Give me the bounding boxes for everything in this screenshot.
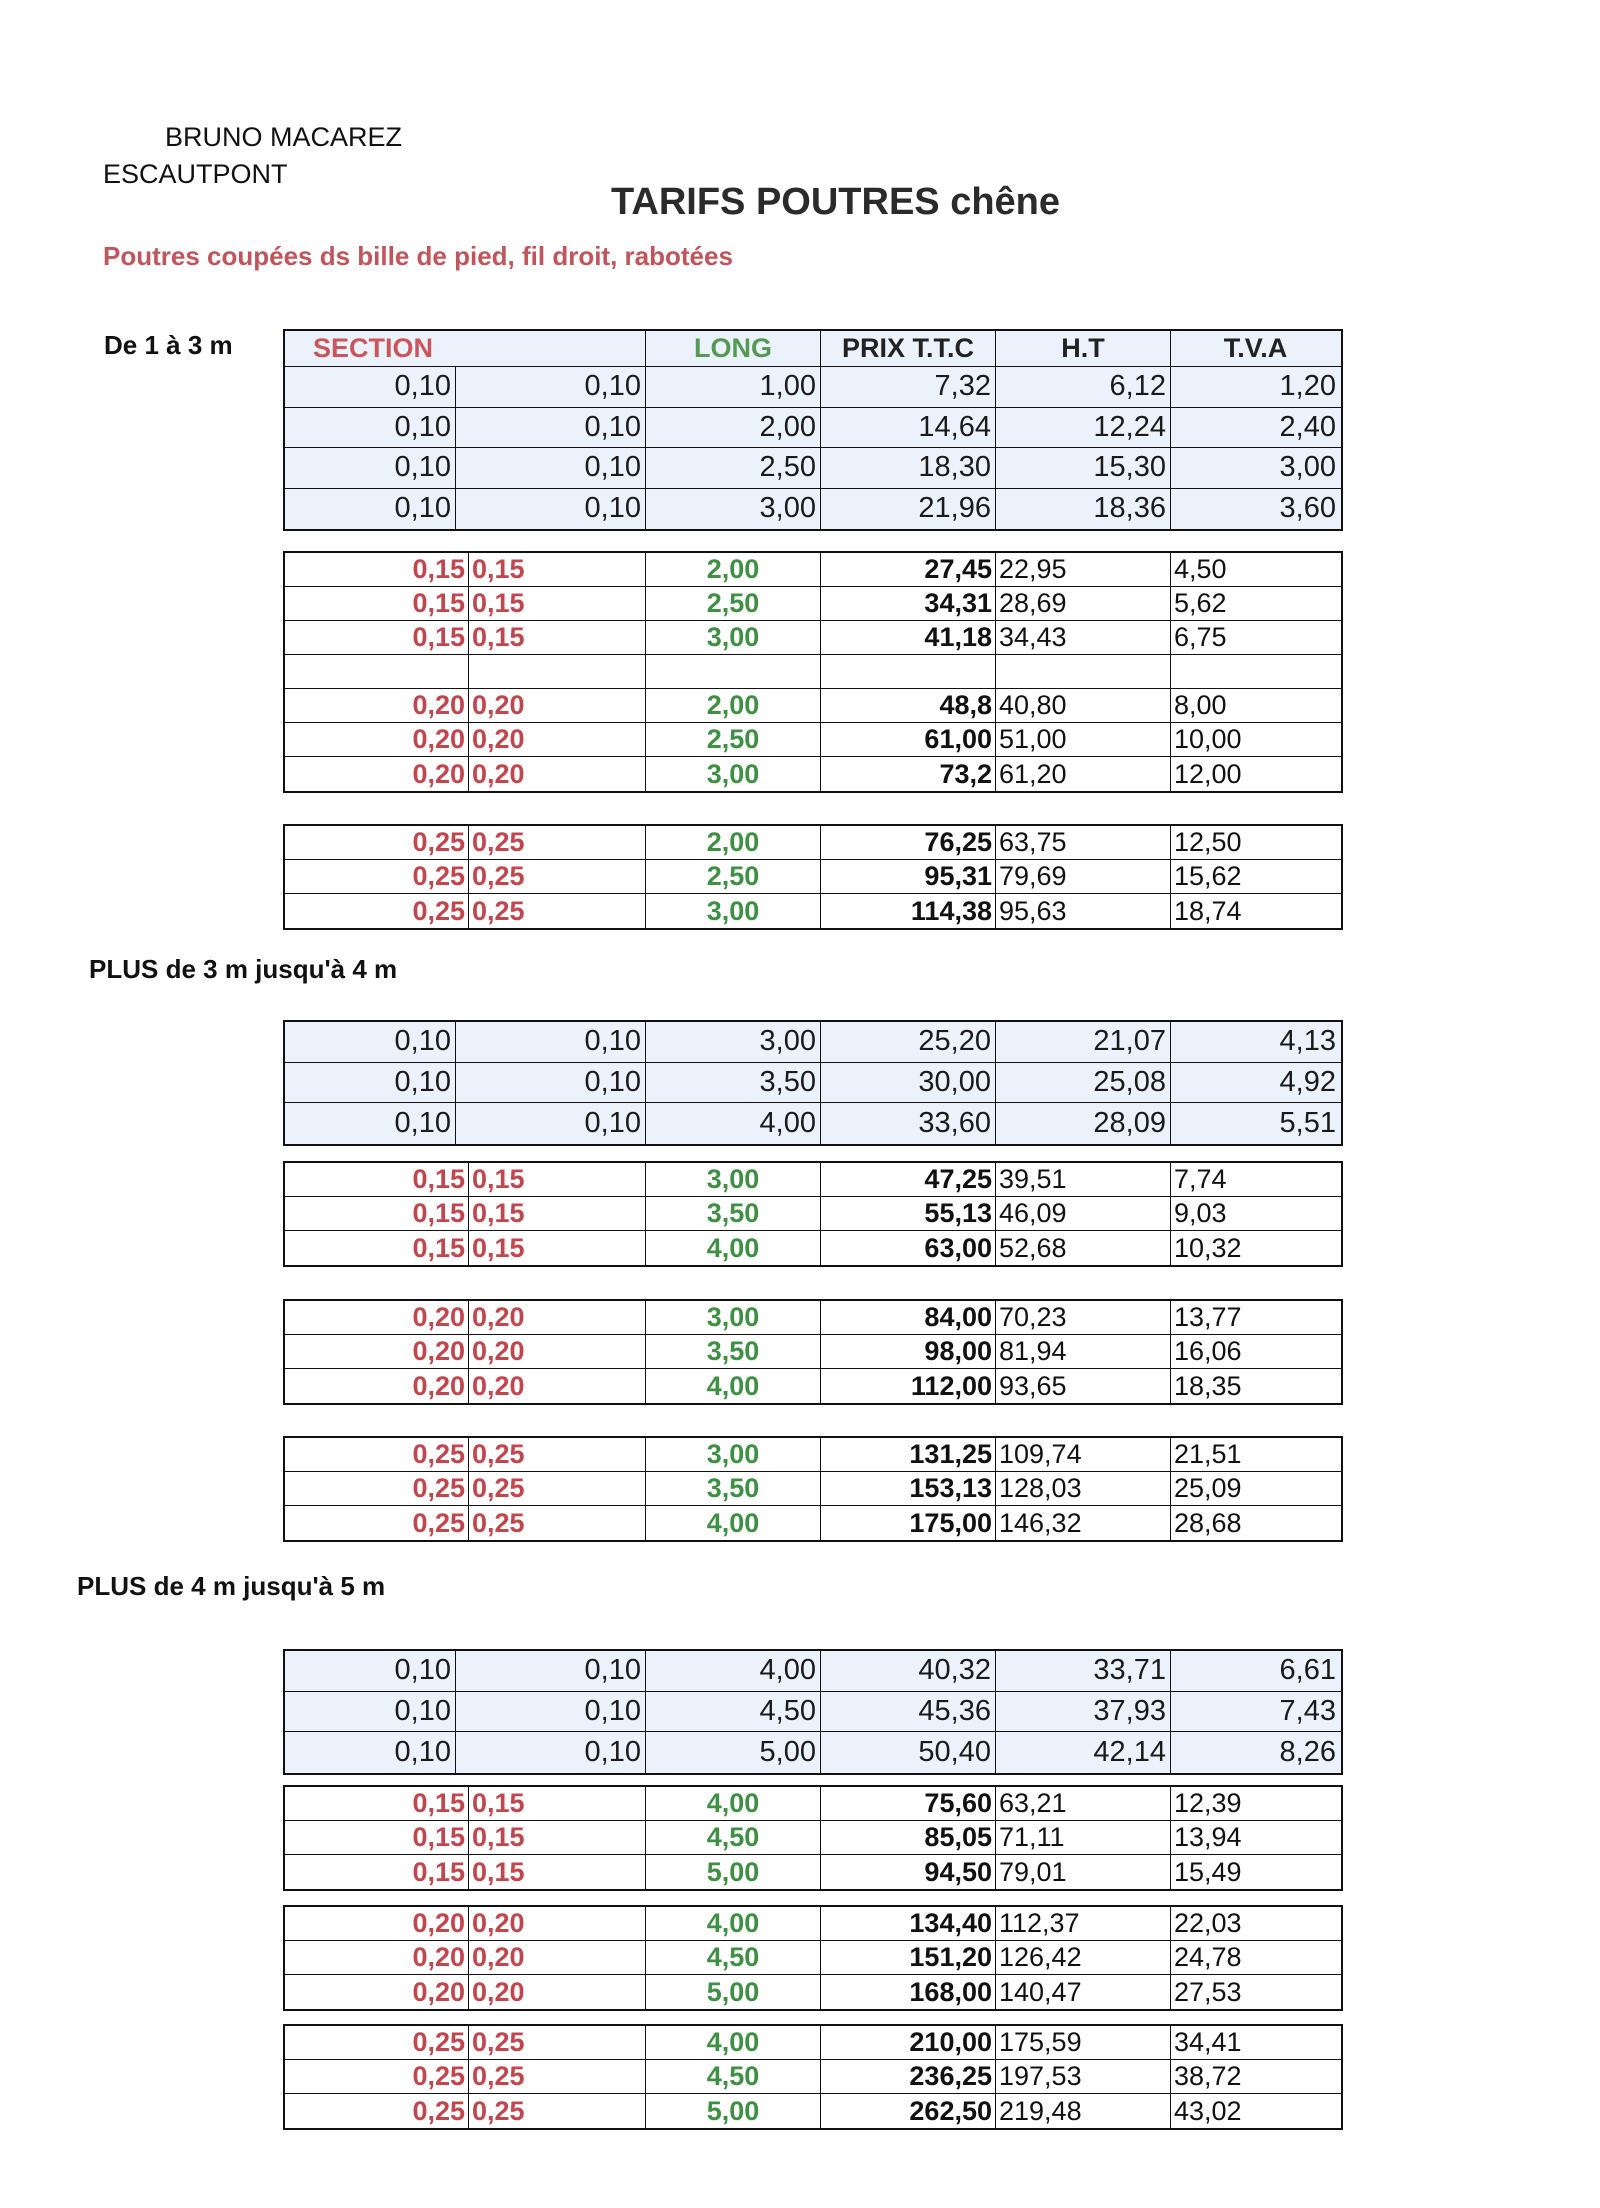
- company-city: ESCAUTPONT: [103, 159, 288, 189]
- cell-prix-ttc: 131,25: [820, 1438, 995, 1471]
- table-row: [285, 826, 1341, 860]
- cell-prix-ttc: 95,31: [820, 860, 995, 893]
- price-table-small-section: [283, 1649, 1343, 1775]
- table-row: [285, 2060, 1341, 2094]
- cell-section-height: 0,15: [468, 1197, 645, 1230]
- cell-section-width: 0,20: [412, 1976, 465, 2007]
- cell-ht: 42,14: [995, 1732, 1170, 1773]
- table-row: [285, 587, 1341, 621]
- cell-section-width: 0,15: [412, 588, 465, 618]
- column-header-prix: PRIX T.T.C: [820, 331, 995, 366]
- cell-ht: [995, 655, 1170, 688]
- price-table-small-section: [283, 1020, 1343, 1146]
- cell-section-height: 0,10: [455, 367, 645, 407]
- cell-tva: 12,00: [1170, 757, 1340, 791]
- cell-prix-ttc: 153,13: [820, 1472, 995, 1505]
- cell-long: 4,00: [645, 1651, 820, 1691]
- cell-section-width: 0,25: [412, 895, 465, 926]
- cell-ht: 40,80: [995, 689, 1170, 722]
- cell-section-height: 0,15: [468, 1821, 645, 1854]
- section-label: PLUS de 4 m jusqu'à 5 m: [77, 1571, 386, 1601]
- cell-section-height: 0,20: [468, 1369, 645, 1403]
- cell-tva: 18,74: [1170, 894, 1340, 928]
- cell-section-width: 0,20: [412, 1302, 465, 1332]
- cell-tva: 12,50: [1170, 826, 1340, 859]
- table-row: [285, 1369, 1341, 1403]
- cell-section-height: 0,25: [468, 2060, 645, 2093]
- cell-prix-ttc: 236,25: [820, 2060, 995, 2093]
- cell-section-height: 0,20: [468, 689, 645, 722]
- cell-tva: 10,00: [1170, 723, 1340, 756]
- cell-section-height: 0,15: [468, 1787, 645, 1820]
- price-table-large-section: [283, 1299, 1343, 1405]
- cell-section-height: 0,25: [468, 860, 645, 893]
- cell-prix-ttc: 262,50: [820, 2094, 995, 2128]
- price-table-large-section: [283, 1785, 1343, 1891]
- table-row: [285, 448, 1341, 489]
- cell-section-width: 0,10: [394, 1106, 451, 1139]
- cell-section-width: 0,20: [412, 1370, 465, 1401]
- cell-long: 3,50: [645, 1197, 820, 1230]
- cell-long: 2,50: [645, 860, 820, 893]
- cell-section-height: 0,10: [455, 1022, 645, 1062]
- cell-long: 4,50: [645, 1821, 820, 1854]
- cell-prix-ttc: 21,96: [820, 489, 995, 530]
- cell-ht: 37,93: [995, 1692, 1170, 1732]
- cell-long: 3,50: [645, 1063, 820, 1103]
- cell-prix-ttc: 75,60: [820, 1787, 995, 1820]
- cell-prix-ttc: 114,38: [820, 894, 995, 928]
- cell-section-height: 0,25: [468, 826, 645, 859]
- cell-prix-ttc: 40,32: [820, 1651, 995, 1691]
- cell-section-width: 0,25: [412, 861, 465, 891]
- cell-long: 3,00: [645, 757, 820, 791]
- cell-ht: 61,20: [995, 757, 1170, 791]
- cell-section-width: 0,10: [394, 1694, 451, 1727]
- cell-long: 4,00: [645, 1907, 820, 1940]
- cell-section-height: 0,25: [468, 2026, 645, 2059]
- cell-section-height: 0,10: [455, 408, 645, 448]
- cell-long: 4,00: [645, 1103, 820, 1144]
- cell-prix-ttc: 27,45: [820, 553, 995, 586]
- cell-section-height: 0,10: [455, 448, 645, 488]
- cell-tva: 3,60: [1170, 489, 1340, 530]
- cell-section-width: 0,25: [412, 1507, 465, 1538]
- cell-tva: 24,78: [1170, 1941, 1340, 1974]
- table-row: [285, 1335, 1341, 1369]
- cell-tva: 21,51: [1170, 1438, 1340, 1471]
- cell-prix-ttc: 112,00: [820, 1369, 995, 1403]
- table-row: [285, 489, 1341, 530]
- cell-section-width: 0,15: [412, 1232, 465, 1263]
- cell-ht: 79,69: [995, 860, 1170, 893]
- cell-prix-ttc: 33,60: [820, 1103, 995, 1144]
- cell-long: 4,50: [645, 2060, 820, 2093]
- cell-tva: 18,35: [1170, 1369, 1340, 1403]
- cell-section-width: 0,10: [394, 1025, 451, 1058]
- cell-long: 4,50: [645, 1692, 820, 1732]
- table-row: [285, 860, 1341, 894]
- cell-ht: 140,47: [995, 1975, 1170, 2009]
- cell-tva: 28,68: [1170, 1506, 1340, 1540]
- cell-section-height: 0,15: [468, 621, 645, 654]
- price-table-large-section: [283, 1905, 1343, 2011]
- cell-tva: 25,09: [1170, 1472, 1340, 1505]
- cell-prix-ttc: 61,00: [820, 723, 995, 756]
- cell-tva: 7,43: [1170, 1692, 1340, 1732]
- cell-long: 3,00: [645, 1438, 820, 1471]
- page-subtitle: Poutres coupées ds bille de pied, fil droit, rabotées: [103, 241, 733, 271]
- table-row: [285, 1506, 1341, 1540]
- cell-long: 4,00: [645, 1369, 820, 1403]
- cell-long: 4,00: [645, 1787, 820, 1820]
- cell-section-height: 0,10: [455, 1732, 645, 1773]
- cell-section-width: 0,10: [394, 1654, 451, 1687]
- cell-tva: 2,40: [1170, 408, 1340, 448]
- table-header-row: [285, 331, 1341, 367]
- table-row: [285, 1197, 1341, 1231]
- cell-prix-ttc: 84,00: [820, 1301, 995, 1334]
- cell-prix-ttc: 210,00: [820, 2026, 995, 2059]
- cell-section-height: 0,20: [468, 1335, 645, 1368]
- cell-prix-ttc: 73,2: [820, 757, 995, 791]
- cell-long: 3,00: [645, 489, 820, 530]
- table-row: [285, 1732, 1341, 1773]
- cell-section-height: 0,10: [455, 489, 645, 530]
- cell-long: 3,00: [645, 621, 820, 654]
- cell-long: 3,50: [645, 1335, 820, 1368]
- cell-prix-ttc: 14,64: [820, 408, 995, 448]
- cell-tva: 5,51: [1170, 1103, 1340, 1144]
- cell-tva: 12,39: [1170, 1787, 1340, 1820]
- table-row: [285, 408, 1341, 449]
- cell-tva: 4,13: [1170, 1022, 1340, 1062]
- cell-section-width: 0,10: [394, 410, 451, 443]
- cell-section-width: 0,10: [394, 1735, 451, 1768]
- cell-section-height: 0,10: [455, 1692, 645, 1732]
- price-table-large-section: [283, 824, 1343, 930]
- cell-tva: 7,74: [1170, 1163, 1340, 1196]
- cell-section-height: 0,20: [468, 1975, 645, 2009]
- cell-long: 3,00: [645, 1301, 820, 1334]
- cell-prix-ttc: 41,18: [820, 621, 995, 654]
- table-row: [285, 621, 1341, 655]
- cell-long: 3,50: [645, 1472, 820, 1505]
- table-row: [285, 1651, 1341, 1692]
- cell-section-height: 0,10: [455, 1651, 645, 1691]
- cell-section-width: [285, 655, 468, 688]
- table-row: [285, 1907, 1341, 1941]
- cell-long: [645, 655, 820, 688]
- cell-long: 3,00: [645, 894, 820, 928]
- table-row: [285, 1692, 1341, 1733]
- table-row: [285, 2026, 1341, 2060]
- cell-ht: 112,37: [995, 1907, 1170, 1940]
- cell-ht: 39,51: [995, 1163, 1170, 1196]
- table-row: [285, 1231, 1341, 1265]
- cell-section-height: 0,25: [468, 1506, 645, 1540]
- cell-tva: 13,94: [1170, 1821, 1340, 1854]
- table-row: [285, 1472, 1341, 1506]
- cell-section-width: 0,15: [412, 554, 465, 584]
- company-name: BRUNO MACAREZ: [165, 122, 403, 152]
- cell-tva: 27,53: [1170, 1975, 1340, 2009]
- cell-ht: 21,07: [995, 1022, 1170, 1062]
- cell-ht: 33,71: [995, 1651, 1170, 1691]
- cell-ht: 28,09: [995, 1103, 1170, 1144]
- cell-ht: 95,63: [995, 894, 1170, 928]
- table-row: [285, 689, 1341, 723]
- cell-section-width: 0,10: [394, 451, 451, 484]
- cell-section-height: 0,15: [468, 1163, 645, 1196]
- table-row: [285, 2094, 1341, 2128]
- cell-prix-ttc: 47,25: [820, 1163, 995, 1196]
- price-table-large-section: [283, 1161, 1343, 1267]
- cell-tva: 1,20: [1170, 367, 1340, 407]
- cell-prix-ttc: 25,20: [820, 1022, 995, 1062]
- cell-prix-ttc: 168,00: [820, 1975, 995, 2009]
- cell-long: 3,00: [645, 1163, 820, 1196]
- cell-ht: 146,32: [995, 1506, 1170, 1540]
- column-header-tva: T.V.A: [1170, 331, 1340, 366]
- cell-ht: 175,59: [995, 2026, 1170, 2059]
- cell-ht: 51,00: [995, 723, 1170, 756]
- cell-prix-ttc: 85,05: [820, 1821, 995, 1854]
- table-row: [285, 1163, 1341, 1197]
- cell-section-width: 0,15: [412, 1822, 465, 1852]
- cell-long: 4,50: [645, 1941, 820, 1974]
- cell-long: 5,00: [645, 1855, 820, 1889]
- cell-ht: 46,09: [995, 1197, 1170, 1230]
- cell-prix-ttc: 34,31: [820, 587, 995, 620]
- table-row: [285, 1787, 1341, 1821]
- cell-tva: 15,62: [1170, 860, 1340, 893]
- cell-section-width: 0,15: [412, 1788, 465, 1818]
- cell-section-height: 0,15: [468, 553, 645, 586]
- cell-long: 2,50: [645, 723, 820, 756]
- cell-long: 3,00: [645, 1022, 820, 1062]
- table-row: [285, 1063, 1341, 1104]
- table-row: [285, 367, 1341, 408]
- cell-long: 2,00: [645, 689, 820, 722]
- cell-tva: 5,62: [1170, 587, 1340, 620]
- cell-prix-ttc: 48,8: [820, 689, 995, 722]
- table-row: [285, 1821, 1341, 1855]
- cell-ht: 15,30: [995, 448, 1170, 488]
- cell-section-height: 0,15: [468, 1231, 645, 1265]
- cell-section-height: 0,15: [468, 587, 645, 620]
- cell-ht: 22,95: [995, 553, 1170, 586]
- cell-section-width: 0,25: [412, 2061, 465, 2091]
- table-row: [285, 1022, 1341, 1063]
- cell-section-width: 0,15: [412, 1856, 465, 1887]
- cell-section-width: 0,25: [412, 827, 465, 857]
- cell-ht: 34,43: [995, 621, 1170, 654]
- cell-section-width: 0,25: [412, 1473, 465, 1503]
- cell-prix-ttc: 50,40: [820, 1732, 995, 1773]
- cell-section-height: 0,20: [468, 1907, 645, 1940]
- cell-ht: 109,74: [995, 1438, 1170, 1471]
- cell-section-height: 0,20: [468, 723, 645, 756]
- cell-tva: 34,41: [1170, 2026, 1340, 2059]
- cell-tva: 8,00: [1170, 689, 1340, 722]
- cell-long: 4,00: [645, 1506, 820, 1540]
- cell-prix-ttc: 151,20: [820, 1941, 995, 1974]
- cell-section-height: 0,25: [468, 1472, 645, 1505]
- cell-section-width: 0,10: [394, 370, 451, 403]
- cell-tva: [1170, 655, 1340, 688]
- column-header-ht: H.T: [995, 331, 1170, 366]
- cell-long: 5,00: [645, 1975, 820, 2009]
- cell-prix-ttc: 7,32: [820, 367, 995, 407]
- cell-ht: 81,94: [995, 1335, 1170, 1368]
- cell-tva: 6,75: [1170, 621, 1340, 654]
- cell-tva: 10,32: [1170, 1231, 1340, 1265]
- price-table-large-section: [283, 551, 1343, 793]
- cell-prix-ttc: 134,40: [820, 1907, 995, 1940]
- cell-prix-ttc: [820, 655, 995, 688]
- cell-long: 1,00: [645, 367, 820, 407]
- cell-section-height: 0,25: [468, 894, 645, 928]
- cell-ht: 12,24: [995, 408, 1170, 448]
- cell-long: 2,50: [645, 587, 820, 620]
- cell-section-height: 0,10: [455, 1103, 645, 1144]
- cell-section-height: 0,25: [468, 2094, 645, 2128]
- price-table-large-section: [283, 1436, 1343, 1542]
- cell-section-width: 0,10: [394, 492, 451, 525]
- cell-long: 5,00: [645, 1732, 820, 1773]
- cell-tva: 8,26: [1170, 1732, 1340, 1773]
- cell-section-width: 0,20: [412, 724, 465, 754]
- cell-tva: 16,06: [1170, 1335, 1340, 1368]
- price-table-large-section: [283, 2024, 1343, 2130]
- cell-tva: 22,03: [1170, 1907, 1340, 1940]
- cell-ht: 6,12: [995, 367, 1170, 407]
- column-header-section: SECTION: [313, 333, 434, 363]
- cell-section-width: 0,25: [412, 2095, 465, 2126]
- cell-tva: 13,77: [1170, 1301, 1340, 1334]
- cell-tva: 38,72: [1170, 2060, 1340, 2093]
- cell-prix-ttc: 55,13: [820, 1197, 995, 1230]
- cell-prix-ttc: 175,00: [820, 1506, 995, 1540]
- cell-ht: 52,68: [995, 1231, 1170, 1265]
- cell-long: 2,00: [645, 826, 820, 859]
- cell-ht: 18,36: [995, 489, 1170, 530]
- table-row: [285, 1855, 1341, 1889]
- cell-prix-ttc: 30,00: [820, 1063, 995, 1103]
- cell-section-width: 0,25: [412, 1439, 465, 1469]
- column-header-long: LONG: [645, 331, 820, 366]
- cell-tva: 4,92: [1170, 1063, 1340, 1103]
- cell-prix-ttc: 45,36: [820, 1692, 995, 1732]
- cell-section-width: 0,15: [412, 1198, 465, 1228]
- cell-long: 4,00: [645, 1231, 820, 1265]
- table-row: [285, 1103, 1341, 1144]
- cell-section-width: 0,20: [412, 1942, 465, 1972]
- cell-prix-ttc: 98,00: [820, 1335, 995, 1368]
- cell-ht: 126,42: [995, 1941, 1170, 1974]
- cell-long: 4,00: [645, 2026, 820, 2059]
- cell-prix-ttc: 76,25: [820, 826, 995, 859]
- page-title: TARIFS POUTRES chêne: [611, 181, 1061, 223]
- cell-prix-ttc: 94,50: [820, 1855, 995, 1889]
- cell-section-height: 0,25: [468, 1438, 645, 1471]
- table-row: [285, 894, 1341, 928]
- cell-tva: 6,61: [1170, 1651, 1340, 1691]
- cell-section-height: 0,15: [468, 1855, 645, 1889]
- cell-ht: 128,03: [995, 1472, 1170, 1505]
- cell-section-width: 0,20: [412, 1908, 465, 1938]
- table-row: [285, 1301, 1341, 1335]
- cell-section-height: 0,20: [468, 1941, 645, 1974]
- cell-prix-ttc: 63,00: [820, 1231, 995, 1265]
- cell-section-width: 0,10: [394, 1065, 451, 1098]
- cell-ht: 70,23: [995, 1301, 1170, 1334]
- cell-section-width: 0,25: [412, 2027, 465, 2057]
- cell-ht: 71,11: [995, 1821, 1170, 1854]
- cell-ht: 28,69: [995, 587, 1170, 620]
- cell-long: 2,00: [645, 553, 820, 586]
- section-label: PLUS de 3 m jusqu'à 4 m: [89, 954, 398, 984]
- cell-section-width: 0,15: [412, 1164, 465, 1194]
- table-row: [285, 757, 1341, 791]
- table-row: [285, 1975, 1341, 2009]
- cell-section-width: 0,15: [412, 622, 465, 652]
- cell-section-height: [468, 655, 645, 688]
- table-row: [285, 553, 1341, 587]
- cell-long: 2,50: [645, 448, 820, 488]
- cell-prix-ttc: 18,30: [820, 448, 995, 488]
- cell-tva: 3,00: [1170, 448, 1340, 488]
- cell-ht: 197,53: [995, 2060, 1170, 2093]
- cell-section-height: 0,20: [468, 757, 645, 791]
- cell-section-width: 0,20: [412, 758, 465, 789]
- cell-tva: 15,49: [1170, 1855, 1340, 1889]
- section-label: De 1 à 3 m: [104, 330, 233, 360]
- cell-section-width: 0,20: [412, 1336, 465, 1366]
- cell-tva: 43,02: [1170, 2094, 1340, 2128]
- cell-section-height: 0,10: [455, 1063, 645, 1103]
- cell-long: 2,00: [645, 408, 820, 448]
- table-row-empty: [285, 655, 1341, 689]
- cell-ht: 93,65: [995, 1369, 1170, 1403]
- cell-ht: 63,75: [995, 826, 1170, 859]
- cell-ht: 219,48: [995, 2094, 1170, 2128]
- table-row: [285, 1941, 1341, 1975]
- cell-tva: 9,03: [1170, 1197, 1340, 1230]
- cell-tva: 4,50: [1170, 553, 1340, 586]
- cell-section-height: 0,20: [468, 1301, 645, 1334]
- cell-ht: 63,21: [995, 1787, 1170, 1820]
- table-row: [285, 1438, 1341, 1472]
- table-row: [285, 723, 1341, 757]
- price-table-small-section: [283, 329, 1343, 531]
- cell-long: 5,00: [645, 2094, 820, 2128]
- cell-ht: 25,08: [995, 1063, 1170, 1103]
- cell-ht: 79,01: [995, 1855, 1170, 1889]
- cell-section-width: 0,20: [412, 690, 465, 720]
